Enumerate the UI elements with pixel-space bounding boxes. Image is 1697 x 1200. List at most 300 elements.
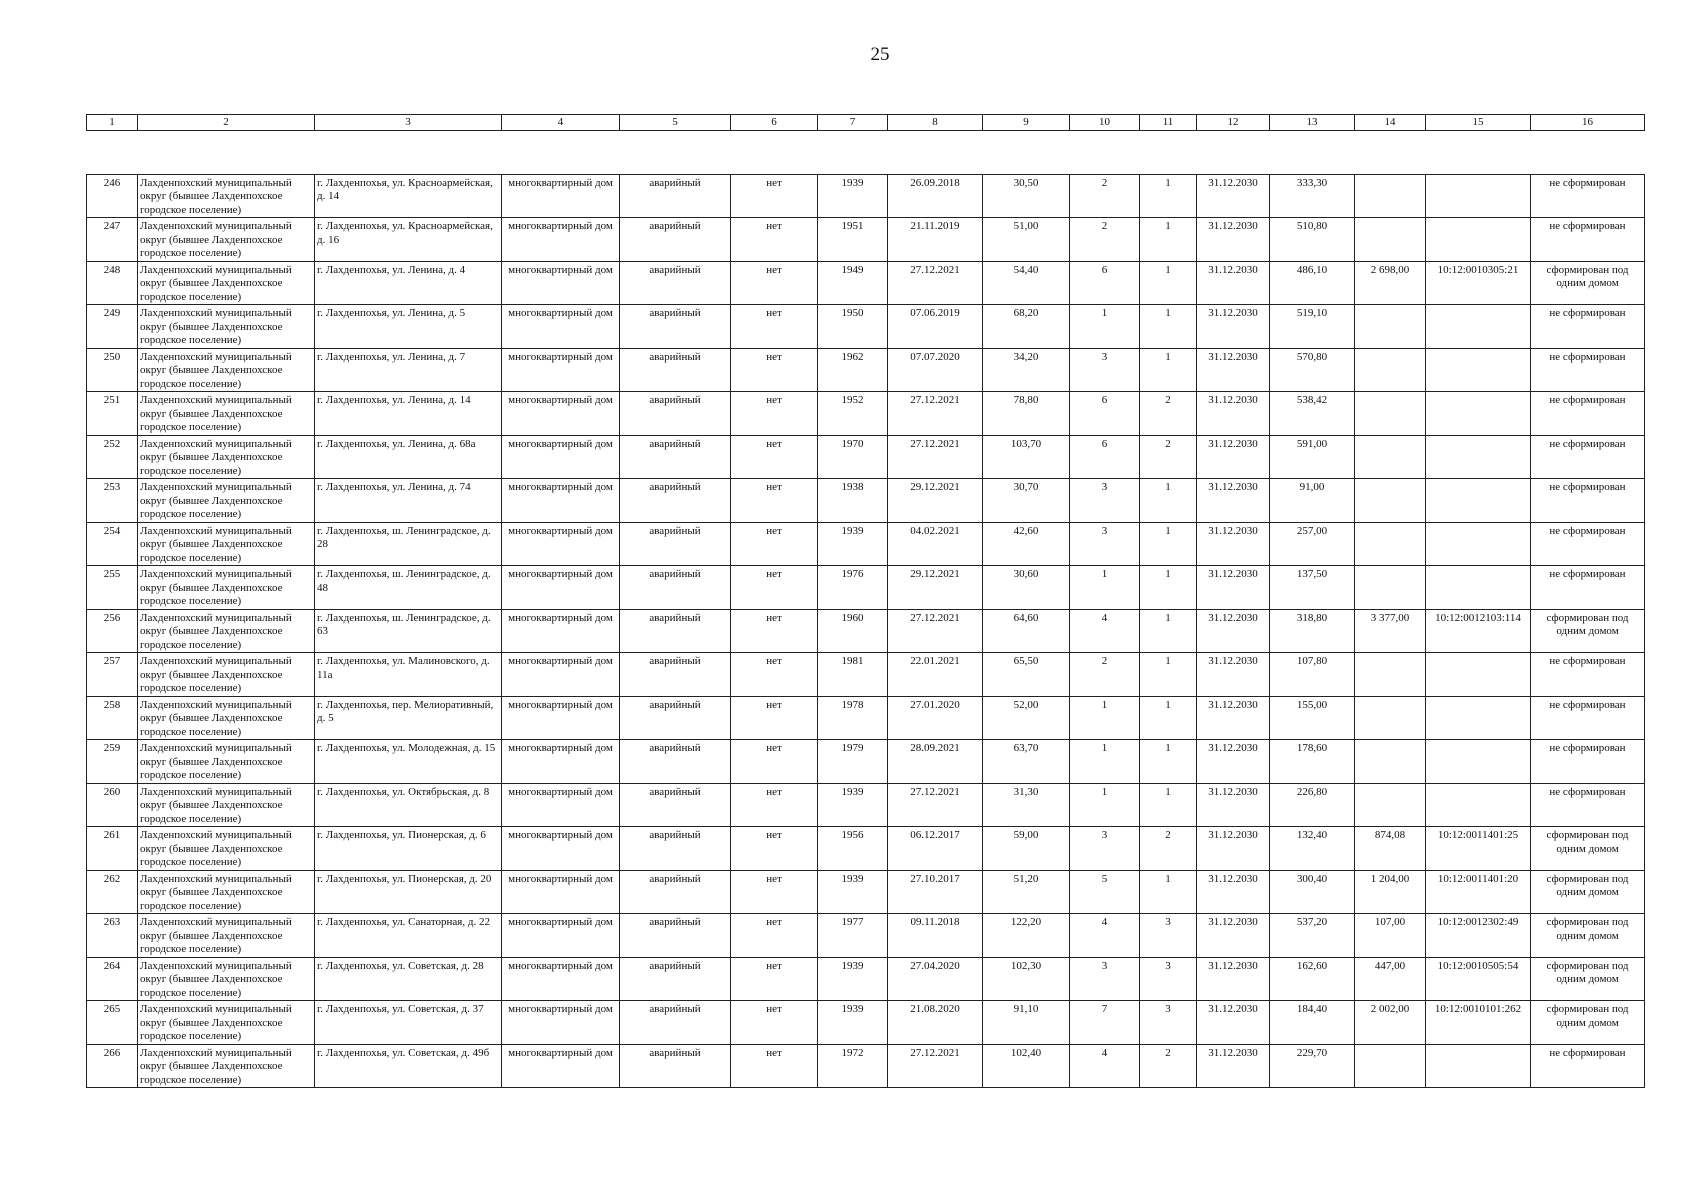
date-recognized-cell: 29.12.2021 xyxy=(888,566,983,610)
column-header-9: 9 xyxy=(983,115,1070,131)
row-number-cell: 246 xyxy=(87,174,138,218)
cadastral-number-cell xyxy=(1426,522,1531,566)
condition-cell: аварийный xyxy=(620,827,731,871)
cultural-heritage-cell: нет xyxy=(731,392,818,436)
cultural-heritage-cell: нет xyxy=(731,261,818,305)
column-header-7: 7 xyxy=(818,115,888,131)
row-number-cell: 257 xyxy=(87,653,138,697)
residents-cell: 3 xyxy=(1070,827,1140,871)
cultural-heritage-cell: нет xyxy=(731,566,818,610)
building-type-cell: многоквартирный дом xyxy=(502,305,620,349)
condition-cell: аварийный xyxy=(620,348,731,392)
municipality-cell: Лахденпохский муниципальный округ (бывшее Лахденпохское городское поселение) xyxy=(138,392,315,436)
cadastral-number-cell: 10:12:0010505:54 xyxy=(1426,957,1531,1001)
area-cell: 54,40 xyxy=(983,261,1070,305)
land-status-cell: не сформирован xyxy=(1531,1044,1645,1088)
condition-cell: аварийный xyxy=(620,261,731,305)
building-type-cell: многоквартирный дом xyxy=(502,653,620,697)
land-status-cell: не сформирован xyxy=(1531,522,1645,566)
address-cell: г. Лахденпохья, ул. Красноармейская, д. 16 xyxy=(315,218,502,262)
column-number-row xyxy=(87,115,1645,131)
row-number-cell: 261 xyxy=(87,827,138,871)
condition-cell: аварийный xyxy=(620,783,731,827)
cadastral-number-cell xyxy=(1426,740,1531,784)
land-area-cell xyxy=(1355,740,1426,784)
dwellings-cell: 1 xyxy=(1140,566,1197,610)
condition-cell: аварийный xyxy=(620,957,731,1001)
address-cell: г. Лахденпохья, ул. Ленина, д. 74 xyxy=(315,479,502,523)
land-area-cell: 874,08 xyxy=(1355,827,1426,871)
total-area-cell: 537,20 xyxy=(1270,914,1355,958)
residents-cell: 1 xyxy=(1070,305,1140,349)
table-row xyxy=(87,174,1645,218)
area-cell: 68,20 xyxy=(983,305,1070,349)
total-area-cell: 91,00 xyxy=(1270,479,1355,523)
total-area-cell: 132,40 xyxy=(1270,827,1355,871)
resettlement-deadline-cell: 31.12.2030 xyxy=(1197,1044,1270,1088)
resettlement-deadline-cell: 31.12.2030 xyxy=(1197,305,1270,349)
address-cell: г. Лахденпохья, ш. Ленинградское, д. 48 xyxy=(315,566,502,610)
row-number-cell: 250 xyxy=(87,348,138,392)
address-cell: г. Лахденпохья, ул. Пионерская, д. 20 xyxy=(315,870,502,914)
municipality-cell: Лахденпохский муниципальный округ (бывшее Лахденпохское городское поселение) xyxy=(138,740,315,784)
total-area-cell: 591,00 xyxy=(1270,435,1355,479)
cadastral-number-cell: 10:12:0012302:49 xyxy=(1426,914,1531,958)
row-number-cell: 251 xyxy=(87,392,138,436)
cadastral-number-cell xyxy=(1426,174,1531,218)
dwellings-cell: 2 xyxy=(1140,392,1197,436)
area-cell: 78,80 xyxy=(983,392,1070,436)
address-cell: г. Лахденпохья, пер. Мелиоративный, д. 5 xyxy=(315,696,502,740)
area-cell: 102,30 xyxy=(983,957,1070,1001)
year-built-cell: 1956 xyxy=(818,827,888,871)
resettlement-deadline-cell: 31.12.2030 xyxy=(1197,174,1270,218)
land-area-cell: 2 698,00 xyxy=(1355,261,1426,305)
cadastral-number-cell xyxy=(1426,696,1531,740)
row-number-cell: 258 xyxy=(87,696,138,740)
land-status-cell: сформирован под одним домом xyxy=(1531,609,1645,653)
date-recognized-cell: 27.12.2021 xyxy=(888,261,983,305)
residents-cell: 3 xyxy=(1070,522,1140,566)
row-number-cell: 265 xyxy=(87,1001,138,1045)
year-built-cell: 1981 xyxy=(818,653,888,697)
year-built-cell: 1960 xyxy=(818,609,888,653)
building-type-cell: многоквартирный дом xyxy=(502,740,620,784)
cadastral-number-cell xyxy=(1426,566,1531,610)
residents-cell: 4 xyxy=(1070,609,1140,653)
residents-cell: 1 xyxy=(1070,783,1140,827)
date-recognized-cell: 21.11.2019 xyxy=(888,218,983,262)
row-number-cell: 264 xyxy=(87,957,138,1001)
dwellings-cell: 1 xyxy=(1140,261,1197,305)
resettlement-deadline-cell: 31.12.2030 xyxy=(1197,392,1270,436)
condition-cell: аварийный xyxy=(620,435,731,479)
dwellings-cell: 2 xyxy=(1140,827,1197,871)
cultural-heritage-cell: нет xyxy=(731,1044,818,1088)
land-status-cell: не сформирован xyxy=(1531,479,1645,523)
land-area-cell xyxy=(1355,783,1426,827)
municipality-cell: Лахденпохский муниципальный округ (бывшее Лахденпохское городское поселение) xyxy=(138,435,315,479)
column-header-10: 10 xyxy=(1070,115,1140,131)
resettlement-deadline-cell: 31.12.2030 xyxy=(1197,914,1270,958)
resettlement-deadline-cell: 31.12.2030 xyxy=(1197,566,1270,610)
address-cell: г. Лахденпохья, ул. Ленина, д. 5 xyxy=(315,305,502,349)
cadastral-number-cell xyxy=(1426,479,1531,523)
land-status-cell: не сформирован xyxy=(1531,435,1645,479)
building-type-cell: многоквартирный дом xyxy=(502,827,620,871)
row-number-cell: 262 xyxy=(87,870,138,914)
condition-cell: аварийный xyxy=(620,653,731,697)
residents-cell: 7 xyxy=(1070,1001,1140,1045)
land-area-cell xyxy=(1355,1044,1426,1088)
date-recognized-cell: 27.12.2021 xyxy=(888,609,983,653)
resettlement-deadline-cell: 31.12.2030 xyxy=(1197,479,1270,523)
building-type-cell: многоквартирный дом xyxy=(502,609,620,653)
date-recognized-cell: 27.01.2020 xyxy=(888,696,983,740)
table-row xyxy=(87,261,1645,305)
condition-cell: аварийный xyxy=(620,1044,731,1088)
total-area-cell: 570,80 xyxy=(1270,348,1355,392)
year-built-cell: 1962 xyxy=(818,348,888,392)
date-recognized-cell: 27.12.2021 xyxy=(888,1044,983,1088)
column-header-3: 3 xyxy=(315,115,502,131)
cultural-heritage-cell: нет xyxy=(731,609,818,653)
land-area-cell xyxy=(1355,479,1426,523)
resettlement-deadline-cell: 31.12.2030 xyxy=(1197,957,1270,1001)
year-built-cell: 1949 xyxy=(818,261,888,305)
cadastral-number-cell xyxy=(1426,218,1531,262)
year-built-cell: 1939 xyxy=(818,522,888,566)
building-type-cell: многоквартирный дом xyxy=(502,783,620,827)
land-status-cell: не сформирован xyxy=(1531,174,1645,218)
condition-cell: аварийный xyxy=(620,696,731,740)
total-area-cell: 184,40 xyxy=(1270,1001,1355,1045)
cultural-heritage-cell: нет xyxy=(731,522,818,566)
land-status-cell: не сформирован xyxy=(1531,783,1645,827)
column-header-8: 8 xyxy=(888,115,983,131)
row-number-cell: 259 xyxy=(87,740,138,784)
area-cell: 30,70 xyxy=(983,479,1070,523)
total-area-cell: 519,10 xyxy=(1270,305,1355,349)
dwellings-cell: 1 xyxy=(1140,305,1197,349)
condition-cell: аварийный xyxy=(620,174,731,218)
municipality-cell: Лахденпохский муниципальный округ (бывшее Лахденпохское городское поселение) xyxy=(138,827,315,871)
municipality-cell: Лахденпохский муниципальный округ (бывшее Лахденпохское городское поселение) xyxy=(138,218,315,262)
building-type-cell: многоквартирный дом xyxy=(502,1044,620,1088)
condition-cell: аварийный xyxy=(620,740,731,784)
dwellings-cell: 1 xyxy=(1140,740,1197,784)
year-built-cell: 1977 xyxy=(818,914,888,958)
cadastral-number-cell xyxy=(1426,653,1531,697)
table-row xyxy=(87,783,1645,827)
page-number: 25 xyxy=(870,44,890,65)
residents-cell: 5 xyxy=(1070,870,1140,914)
area-cell: 103,70 xyxy=(983,435,1070,479)
address-cell: г. Лахденпохья, ул. Пионерская, д. 6 xyxy=(315,827,502,871)
row-number-cell: 248 xyxy=(87,261,138,305)
total-area-cell: 318,80 xyxy=(1270,609,1355,653)
row-number-cell: 254 xyxy=(87,522,138,566)
row-number-cell: 253 xyxy=(87,479,138,523)
address-cell: г. Лахденпохья, ш. Ленинградское, д. 63 xyxy=(315,609,502,653)
column-header-2: 2 xyxy=(138,115,315,131)
resettlement-deadline-cell: 31.12.2030 xyxy=(1197,609,1270,653)
municipality-cell: Лахденпохский муниципальный округ (бывшее Лахденпохское городское поселение) xyxy=(138,653,315,697)
total-area-cell: 510,80 xyxy=(1270,218,1355,262)
area-cell: 52,00 xyxy=(983,696,1070,740)
table-row xyxy=(87,827,1645,871)
area-cell: 63,70 xyxy=(983,740,1070,784)
year-built-cell: 1972 xyxy=(818,1044,888,1088)
dwellings-cell: 1 xyxy=(1140,609,1197,653)
address-cell: г. Лахденпохья, ул. Ленина, д. 4 xyxy=(315,261,502,305)
municipality-cell: Лахденпохский муниципальный округ (бывшее Лахденпохское городское поселение) xyxy=(138,1044,315,1088)
cadastral-number-cell xyxy=(1426,435,1531,479)
year-built-cell: 1938 xyxy=(818,479,888,523)
total-area-cell: 229,70 xyxy=(1270,1044,1355,1088)
cadastral-number-cell xyxy=(1426,783,1531,827)
condition-cell: аварийный xyxy=(620,914,731,958)
condition-cell: аварийный xyxy=(620,870,731,914)
date-recognized-cell: 21.08.2020 xyxy=(888,1001,983,1045)
cultural-heritage-cell: нет xyxy=(731,174,818,218)
date-recognized-cell: 04.02.2021 xyxy=(888,522,983,566)
condition-cell: аварийный xyxy=(620,566,731,610)
municipality-cell: Лахденпохский муниципальный округ (бывшее Лахденпохское городское поселение) xyxy=(138,522,315,566)
column-header-11: 11 xyxy=(1140,115,1197,131)
land-area-cell xyxy=(1355,653,1426,697)
land-area-cell xyxy=(1355,522,1426,566)
building-type-cell: многоквартирный дом xyxy=(502,479,620,523)
row-number-cell: 255 xyxy=(87,566,138,610)
total-area-cell: 300,40 xyxy=(1270,870,1355,914)
area-cell: 30,60 xyxy=(983,566,1070,610)
building-type-cell: многоквартирный дом xyxy=(502,348,620,392)
column-header-16: 16 xyxy=(1531,115,1645,131)
table-row xyxy=(87,957,1645,1001)
cultural-heritage-cell: нет xyxy=(731,348,818,392)
residents-cell: 2 xyxy=(1070,174,1140,218)
building-type-cell: многоквартирный дом xyxy=(502,914,620,958)
address-cell: г. Лахденпохья, ул. Советская, д. 37 xyxy=(315,1001,502,1045)
residents-cell: 4 xyxy=(1070,914,1140,958)
table-row xyxy=(87,696,1645,740)
municipality-cell: Лахденпохский муниципальный округ (бывшее Лахденпохское городское поселение) xyxy=(138,783,315,827)
residents-cell: 1 xyxy=(1070,566,1140,610)
table-row xyxy=(87,914,1645,958)
area-cell: 122,20 xyxy=(983,914,1070,958)
resettlement-deadline-cell: 31.12.2030 xyxy=(1197,348,1270,392)
table-header xyxy=(87,115,1645,131)
year-built-cell: 1939 xyxy=(818,957,888,1001)
address-cell: г. Лахденпохья, ул. Октябрьская, д. 8 xyxy=(315,783,502,827)
row-number-cell: 247 xyxy=(87,218,138,262)
area-cell: 34,20 xyxy=(983,348,1070,392)
land-status-cell: не сформирован xyxy=(1531,696,1645,740)
residents-cell: 2 xyxy=(1070,653,1140,697)
column-header-13: 13 xyxy=(1270,115,1355,131)
municipality-cell: Лахденпохский муниципальный округ (бывшее Лахденпохское городское поселение) xyxy=(138,870,315,914)
cultural-heritage-cell: нет xyxy=(731,479,818,523)
land-area-cell: 1 204,00 xyxy=(1355,870,1426,914)
municipality-cell: Лахденпохский муниципальный округ (бывшее Лахденпохское городское поселение) xyxy=(138,696,315,740)
building-type-cell: многоквартирный дом xyxy=(502,218,620,262)
area-cell: 65,50 xyxy=(983,653,1070,697)
table-body xyxy=(87,131,1645,1088)
area-cell: 42,60 xyxy=(983,522,1070,566)
column-header-5: 5 xyxy=(620,115,731,131)
dwellings-cell: 1 xyxy=(1140,479,1197,523)
area-cell: 91,10 xyxy=(983,1001,1070,1045)
cultural-heritage-cell: нет xyxy=(731,914,818,958)
total-area-cell: 486,10 xyxy=(1270,261,1355,305)
area-cell: 30,50 xyxy=(983,174,1070,218)
resettlement-deadline-cell: 31.12.2030 xyxy=(1197,696,1270,740)
land-area-cell: 3 377,00 xyxy=(1355,609,1426,653)
resettlement-deadline-cell: 31.12.2030 xyxy=(1197,435,1270,479)
year-built-cell: 1950 xyxy=(818,305,888,349)
municipality-cell: Лахденпохский муниципальный округ (бывшее Лахденпохское городское поселение) xyxy=(138,261,315,305)
condition-cell: аварийный xyxy=(620,392,731,436)
address-cell: г. Лахденпохья, ул. Ленина, д. 14 xyxy=(315,392,502,436)
municipality-cell: Лахденпохский муниципальный округ (бывшее Лахденпохское городское поселение) xyxy=(138,305,315,349)
cadastral-number-cell xyxy=(1426,305,1531,349)
column-header-14: 14 xyxy=(1355,115,1426,131)
land-status-cell: не сформирован xyxy=(1531,218,1645,262)
land-area-cell xyxy=(1355,696,1426,740)
land-status-cell: сформирован под одним домом xyxy=(1531,914,1645,958)
residents-cell: 2 xyxy=(1070,218,1140,262)
housing-register-table xyxy=(86,114,1645,1088)
condition-cell: аварийный xyxy=(620,522,731,566)
land-area-cell xyxy=(1355,348,1426,392)
total-area-cell: 538,42 xyxy=(1270,392,1355,436)
address-cell: г. Лахденпохья, ул. Советская, д. 28 xyxy=(315,957,502,1001)
total-area-cell: 178,60 xyxy=(1270,740,1355,784)
building-type-cell: многоквартирный дом xyxy=(502,957,620,1001)
dwellings-cell: 1 xyxy=(1140,174,1197,218)
cultural-heritage-cell: нет xyxy=(731,696,818,740)
dwellings-cell: 3 xyxy=(1140,914,1197,958)
year-built-cell: 1952 xyxy=(818,392,888,436)
table-row xyxy=(87,653,1645,697)
land-status-cell: не сформирован xyxy=(1531,566,1645,610)
building-type-cell: многоквартирный дом xyxy=(502,696,620,740)
dwellings-cell: 3 xyxy=(1140,957,1197,1001)
address-cell: г. Лахденпохья, ул. Ленина, д. 68а xyxy=(315,435,502,479)
area-cell: 59,00 xyxy=(983,827,1070,871)
cultural-heritage-cell: нет xyxy=(731,435,818,479)
condition-cell: аварийный xyxy=(620,609,731,653)
residents-cell: 6 xyxy=(1070,435,1140,479)
row-number-cell: 263 xyxy=(87,914,138,958)
dwellings-cell: 1 xyxy=(1140,218,1197,262)
land-area-cell: 2 002,00 xyxy=(1355,1001,1426,1045)
table-row xyxy=(87,392,1645,436)
table-row xyxy=(87,740,1645,784)
cultural-heritage-cell: нет xyxy=(731,957,818,1001)
column-header-6: 6 xyxy=(731,115,818,131)
area-cell: 31,30 xyxy=(983,783,1070,827)
date-recognized-cell: 22.01.2021 xyxy=(888,653,983,697)
land-area-cell xyxy=(1355,305,1426,349)
total-area-cell: 226,80 xyxy=(1270,783,1355,827)
residents-cell: 3 xyxy=(1070,348,1140,392)
date-recognized-cell: 27.12.2021 xyxy=(888,435,983,479)
land-status-cell: сформирован под одним домом xyxy=(1531,1001,1645,1045)
land-status-cell: сформирован под одним домом xyxy=(1531,957,1645,1001)
dwellings-cell: 3 xyxy=(1140,1001,1197,1045)
land-area-cell xyxy=(1355,174,1426,218)
dwellings-cell: 1 xyxy=(1140,870,1197,914)
land-status-cell: не сформирован xyxy=(1531,653,1645,697)
municipality-cell: Лахденпохский муниципальный округ (бывшее Лахденпохское городское поселение) xyxy=(138,609,315,653)
year-built-cell: 1979 xyxy=(818,740,888,784)
land-status-cell: сформирован под одним домом xyxy=(1531,870,1645,914)
land-status-cell: не сформирован xyxy=(1531,392,1645,436)
table-row xyxy=(87,218,1645,262)
cadastral-number-cell xyxy=(1426,1044,1531,1088)
cadastral-number-cell: 10:12:0010101:262 xyxy=(1426,1001,1531,1045)
resettlement-deadline-cell: 31.12.2030 xyxy=(1197,870,1270,914)
resettlement-deadline-cell: 31.12.2030 xyxy=(1197,1001,1270,1045)
resettlement-deadline-cell: 31.12.2030 xyxy=(1197,218,1270,262)
date-recognized-cell: 28.09.2021 xyxy=(888,740,983,784)
building-type-cell: многоквартирный дом xyxy=(502,870,620,914)
land-status-cell: не сформирован xyxy=(1531,740,1645,784)
municipality-cell: Лахденпохский муниципальный округ (бывшее Лахденпохское городское поселение) xyxy=(138,348,315,392)
area-cell: 51,00 xyxy=(983,218,1070,262)
column-header-1: 1 xyxy=(87,115,138,131)
address-cell: г. Лахденпохья, ул. Советская, д. 49б xyxy=(315,1044,502,1088)
year-built-cell: 1939 xyxy=(818,870,888,914)
header-separator xyxy=(87,131,1645,175)
row-number-cell: 256 xyxy=(87,609,138,653)
address-cell: г. Лахденпохья, ул. Ленина, д. 7 xyxy=(315,348,502,392)
residents-cell: 1 xyxy=(1070,740,1140,784)
year-built-cell: 1976 xyxy=(818,566,888,610)
row-number-cell: 249 xyxy=(87,305,138,349)
cadastral-number-cell: 10:12:0011401:25 xyxy=(1426,827,1531,871)
date-recognized-cell: 07.06.2019 xyxy=(888,305,983,349)
date-recognized-cell: 26.09.2018 xyxy=(888,174,983,218)
land-status-cell: сформирован под одним домом xyxy=(1531,827,1645,871)
table-row xyxy=(87,305,1645,349)
land-area-cell xyxy=(1355,392,1426,436)
address-cell: г. Лахденпохья, ул. Красноармейская, д. 14 xyxy=(315,174,502,218)
cultural-heritage-cell: нет xyxy=(731,653,818,697)
condition-cell: аварийный xyxy=(620,305,731,349)
date-recognized-cell: 09.11.2018 xyxy=(888,914,983,958)
land-status-cell: сформирован под одним домом xyxy=(1531,261,1645,305)
cultural-heritage-cell: нет xyxy=(731,218,818,262)
land-area-cell xyxy=(1355,566,1426,610)
date-recognized-cell: 27.10.2017 xyxy=(888,870,983,914)
total-area-cell: 107,80 xyxy=(1270,653,1355,697)
municipality-cell: Лахденпохский муниципальный округ (бывшее Лахденпохское городское поселение) xyxy=(138,914,315,958)
building-type-cell: многоквартирный дом xyxy=(502,522,620,566)
dwellings-cell: 2 xyxy=(1140,435,1197,479)
table-row xyxy=(87,1044,1645,1088)
year-built-cell: 1939 xyxy=(818,1001,888,1045)
cadastral-number-cell xyxy=(1426,348,1531,392)
municipality-cell: Лахденпохский муниципальный округ (бывшее Лахденпохское городское поселение) xyxy=(138,1001,315,1045)
table-row xyxy=(87,609,1645,653)
residents-cell: 1 xyxy=(1070,696,1140,740)
date-recognized-cell: 27.12.2021 xyxy=(888,392,983,436)
resettlement-deadline-cell: 31.12.2030 xyxy=(1197,522,1270,566)
year-built-cell: 1951 xyxy=(818,218,888,262)
